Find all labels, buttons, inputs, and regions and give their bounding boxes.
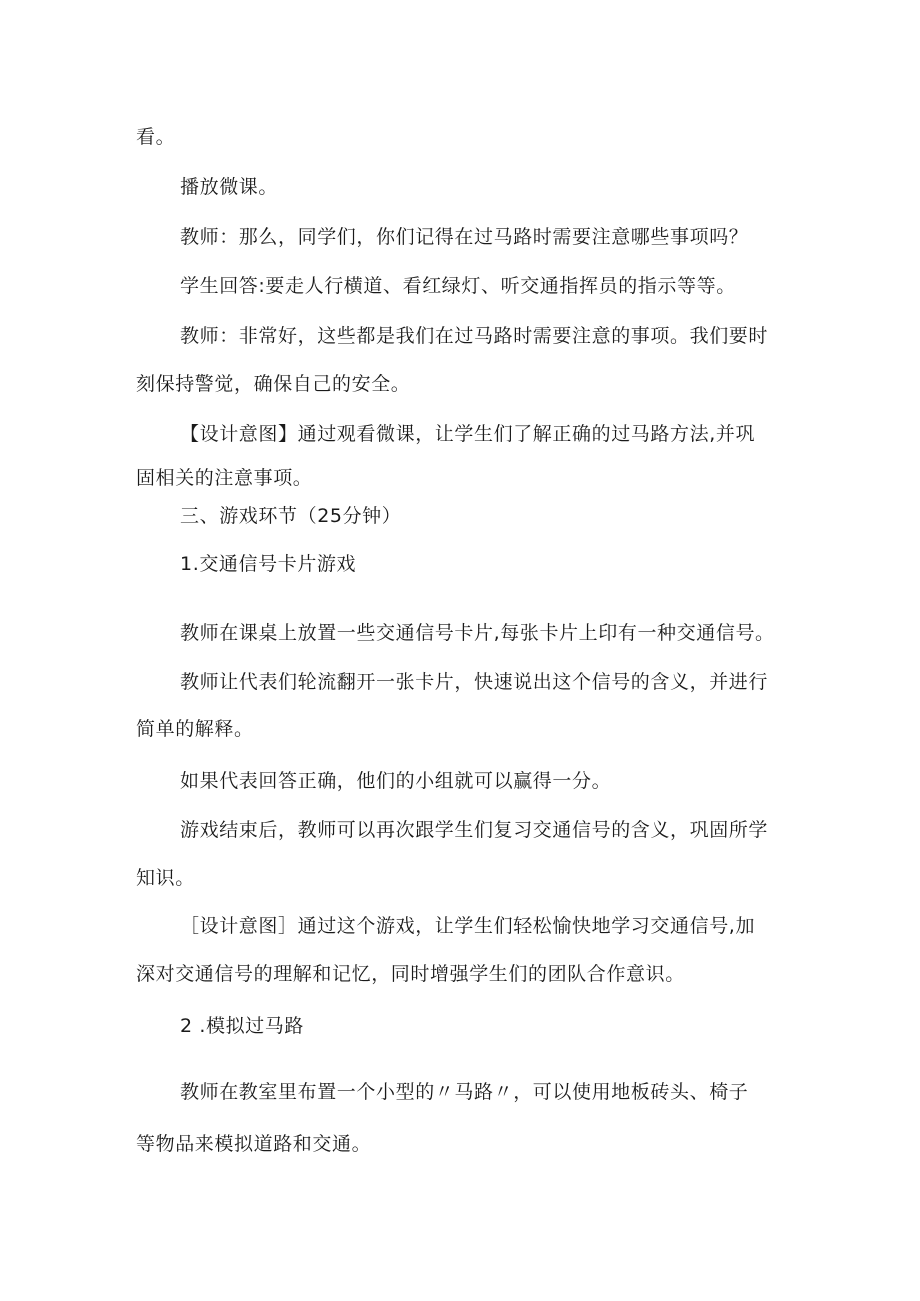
text-line: 教师在教室里布置一个小型的〃马路〃，可以使用地板砖头、椅子 <box>180 1081 749 1103</box>
text-line: 【设计意图】通过观看微课，让学生们了解正确的过马路方法,并巩 <box>180 423 756 445</box>
text-line: 学生回答:要走人行横道、看红绿灯、听交通指挥员的指示等等。 <box>180 275 736 297</box>
text-line: 教师让代表们轮流翻开一张卡片，快速说出这个信号的含义，并进行 <box>180 671 769 693</box>
text-line: 深对交通信号的理解和记忆，同时增强学生们的团队合作意识。 <box>136 963 685 985</box>
text-line: 固相关的注意事项。 <box>136 467 313 489</box>
section-heading: 三、游戏环节（25分钟） <box>180 505 402 527</box>
text-line: 教师：非常好，这些都是我们在过马路时需要注意的事项。我们要时 <box>180 325 769 347</box>
text-line: 简单的解释。 <box>136 718 254 740</box>
subsection-heading: 1.交通信号卡片游戏 <box>180 553 357 575</box>
text-line: 知识。 <box>136 867 195 889</box>
text-line: 看。 <box>136 126 176 148</box>
text-line: 等物品来模拟道路和交通。 <box>136 1133 372 1155</box>
text-line: 如果代表回答正确，他们的小组就可以赢得一分。 <box>180 770 612 792</box>
text-line: ［设计意图］通过这个游戏，让学生们轻松愉快地学习交通信号,加 <box>180 915 756 937</box>
text-line: 刻保持警觉，确保自己的安全。 <box>136 373 411 395</box>
text-line: 播放微课。 <box>180 176 279 198</box>
subsection-heading: 2 .模拟过马路 <box>180 1015 304 1037</box>
text-line: 游戏结束后，教师可以再次跟学生们复习交通信号的含义，巩固所学 <box>180 819 769 841</box>
text-line: 教师在课桌上放置一些交通信号卡片,每张卡片上印有一种交通信号。 <box>180 622 775 644</box>
text-line: 教师：那么，同学们，你们记得在过马路时需要注意哪些事项吗？ <box>180 226 749 248</box>
